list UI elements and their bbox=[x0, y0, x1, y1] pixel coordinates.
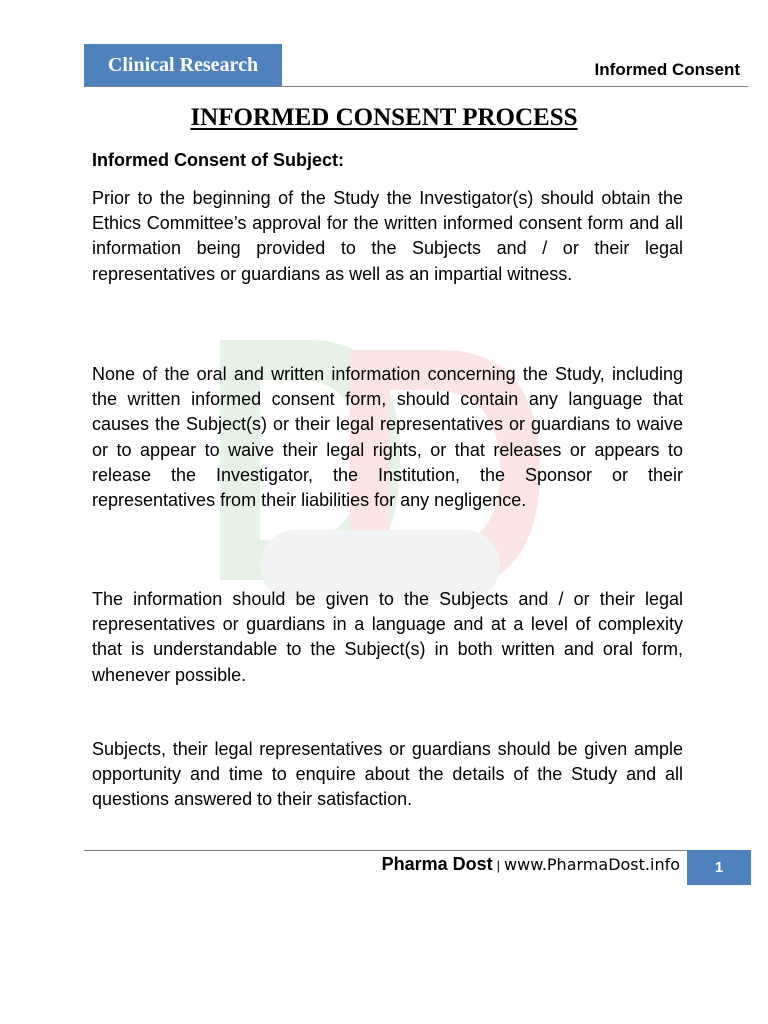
section-heading: Informed Consent of Subject: bbox=[92, 150, 344, 170]
footer-divider bbox=[84, 850, 748, 851]
paragraph-no-waiver-language: None of the oral and written information concerning the Study, including the written informed consent form, should contain any language that causes the Subject(s) or their legal representatives or guardians to waive or to appear to waive their legal rights, or that releases or appears to release the Investigator, the Institution, the Sponsor or their representatives from their liabilities for any negligence. bbox=[92, 364, 683, 511]
page-title: INFORMED CONSENT PROCESS bbox=[190, 104, 578, 131]
footer bbox=[320, 854, 680, 875]
footer-brand: Pharma Dost bbox=[381, 854, 493, 874]
paragraph-understandable-language: The information should be given to the Subjects and / or their legal representatives or guardians in a language and at a level of complexity that is understandable to the Subject(s) in both written and oral form, whenever possible. bbox=[92, 589, 683, 685]
paragraph-opportunity-to-enquire: Subjects, their legal representatives or guardians should be given ample opportunity and time to enquire about the details of the Study and all questions answered to their satisfaction. bbox=[92, 739, 683, 810]
header-badge-label: Clinical Research bbox=[107, 54, 259, 76]
header-divider bbox=[84, 86, 748, 87]
footer-url-link[interactable]: www.PharmaDost.info bbox=[504, 855, 680, 874]
page-number-badge bbox=[687, 850, 751, 885]
footer-separator: | bbox=[496, 858, 501, 873]
header-section-label: Informed Consent bbox=[594, 60, 740, 79]
paragraph-ethics-approval: Prior to the beginning of the Study the Investigator(s) should obtain the Ethics Committee’s approval for the written informed consent form and all information being provided to the Subjects and / or their legal representatives or guardians as well as an impartial witness. bbox=[92, 188, 683, 284]
header-badge bbox=[84, 44, 282, 87]
page-number: 1 bbox=[714, 859, 724, 876]
